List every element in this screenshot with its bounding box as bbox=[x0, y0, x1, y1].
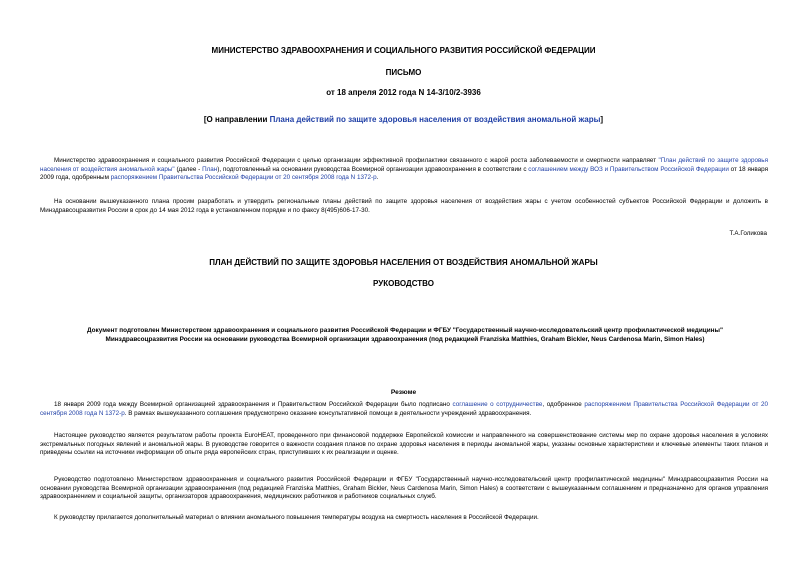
text: ), подготовленный на основании руководства Всемирной организации здравоохранения в соответствии с bbox=[217, 165, 529, 173]
text: . В рамках вышеуказанного соглашения предусмотрено оказание консультативной помощи в деятельности учреждений здравоохранения. bbox=[124, 409, 532, 417]
agreement-link[interactable]: соглашением между ВОЗ и Правительством Российской Федерации bbox=[528, 165, 729, 173]
text: от 18 января 2009 года, одобренным bbox=[40, 165, 768, 182]
text: , одобренное bbox=[542, 401, 585, 408]
date-number: от 18 апреля 2012 года N 14-3/10/2-3936 bbox=[326, 88, 481, 97]
plan-title: ПЛАН ДЕЙСТВИЙ ПО ЗАЩИТЕ ЗДОРОВЬЯ НАСЕЛЕНИЯ ОТ ВОЗДЕЙСТВИЯ АНОМАЛЬНОЙ ЖАРЫ bbox=[209, 258, 598, 267]
subject-prefix: [О направлении bbox=[203, 115, 270, 124]
cooperation-link[interactable]: соглашение о сотрудничестве bbox=[452, 401, 543, 408]
resume-paragraph-2: Настоящее руководство является результатом работы проекта EuroHEAT, проведенного при финансовой поддержке Европейской комиссии и направленного на совершенствование системы мер по охране здоровья населения в условиях экстремальных погодных явлений и аномальной жары. В руководстве говорится о важности создания планов по охране здоровья населения в периоды аномальной жары, указаны основные характеристики и ключевые элементы таких планов и приведены ссылки на источники информации об опыте ряда европейских стран, приступивших к их реализации и оценке. bbox=[40, 432, 768, 457]
plan-short-link[interactable]: План bbox=[202, 165, 218, 173]
signature: Т.А.Голикова bbox=[729, 230, 767, 237]
subject-suffix: ] bbox=[600, 115, 604, 124]
resume-paragraph-3: Руководство подготовлено Министерством здравоохранения и социального развития Российской Федерации и ФГБУ "Государственный научно-исследовательский центр профилактической медицины" Минздравсоцразвития России на основании руководства Всемирной организации здравоохранения (под редакцией Franziska Matthies, Graham Bickler, Neus Cardenosa Marin, Simon Hales) в соответствии с вышеуказанным соглашением и предназначено для органов управления здравоохранением и социальной защиты, организаторов здравоохранения, медицинских работников и работников социальных служб. bbox=[40, 476, 768, 501]
resume-heading: Резюме bbox=[390, 389, 417, 396]
text: (далее - bbox=[174, 165, 203, 173]
plan-subtitle: РУКОВОДСТВО bbox=[373, 279, 434, 288]
text: . bbox=[376, 174, 379, 182]
prepared-by: Документ подготовлен Министерством здравоохранения и социального развития Российской Федерации и ФГБУ "Государственный научно-исследовательский центр профилактической медицины" Минздравсоцразвития России на основании руководства Всемирной организации здравоохранения (под редакцией Franziska Matthies, Graham Bickler, Neus Cardenosa Marin, Simon Hales) bbox=[87, 327, 723, 343]
resume-paragraph-4: К руководству прилагается дополнительный материал о влиянии аномального повышения температуры воздуха на смертность населения в Российской Федерации. bbox=[54, 514, 539, 521]
ministry-heading: МИНИСТЕРСТВО ЗДРАВООХРАНЕНИЯ И СОЦИАЛЬНОГО РАЗВИТИЯ РОССИЙСКОЙ ФЕДЕРАЦИИ bbox=[211, 46, 596, 55]
letter-paragraph-2: На основании вышеуказанного плана просим разработать и утвердить региональные планы действий по защите здоровья населения от воздействия жары с учетом особенностей субъектов Российской Федерации и доложить в Минздравсоцразвития России в срок до 14 мая 2012 года в установленном порядке и по факсу 8(495)606-17-30. bbox=[40, 198, 768, 214]
resume-paragraph-1 bbox=[40, 401, 768, 418]
text: Министерство здравоохранения и социального развития Российской Федерации с целью организации эффективной профилактики связанного с жарой роста заболеваемости и смертности направляет bbox=[54, 157, 659, 164]
plan-link[interactable]: "План действий по защите здоровья населения от воздействия аномальной жары" bbox=[40, 157, 768, 173]
subject-line bbox=[40, 115, 767, 124]
order-link-2[interactable]: распоряжением Правительства Российской Федерации от 20 сентября 2008 года N 1372-р bbox=[40, 401, 768, 417]
order-link[interactable]: распоряжением Правительства Российской Федерации от 20 сентября 2008 года N 1372-р bbox=[110, 174, 377, 182]
letter-paragraph-1 bbox=[40, 157, 768, 183]
doc-type-heading: ПИСЬМО bbox=[385, 68, 422, 77]
text: 18 января 2009 года между Всемирной организацией здравоохранения и Правительством Российской Федерации было подписано bbox=[54, 401, 453, 408]
subject-link[interactable]: Плана действий по защите здоровья населения от воздействия аномальной жары bbox=[269, 115, 601, 124]
